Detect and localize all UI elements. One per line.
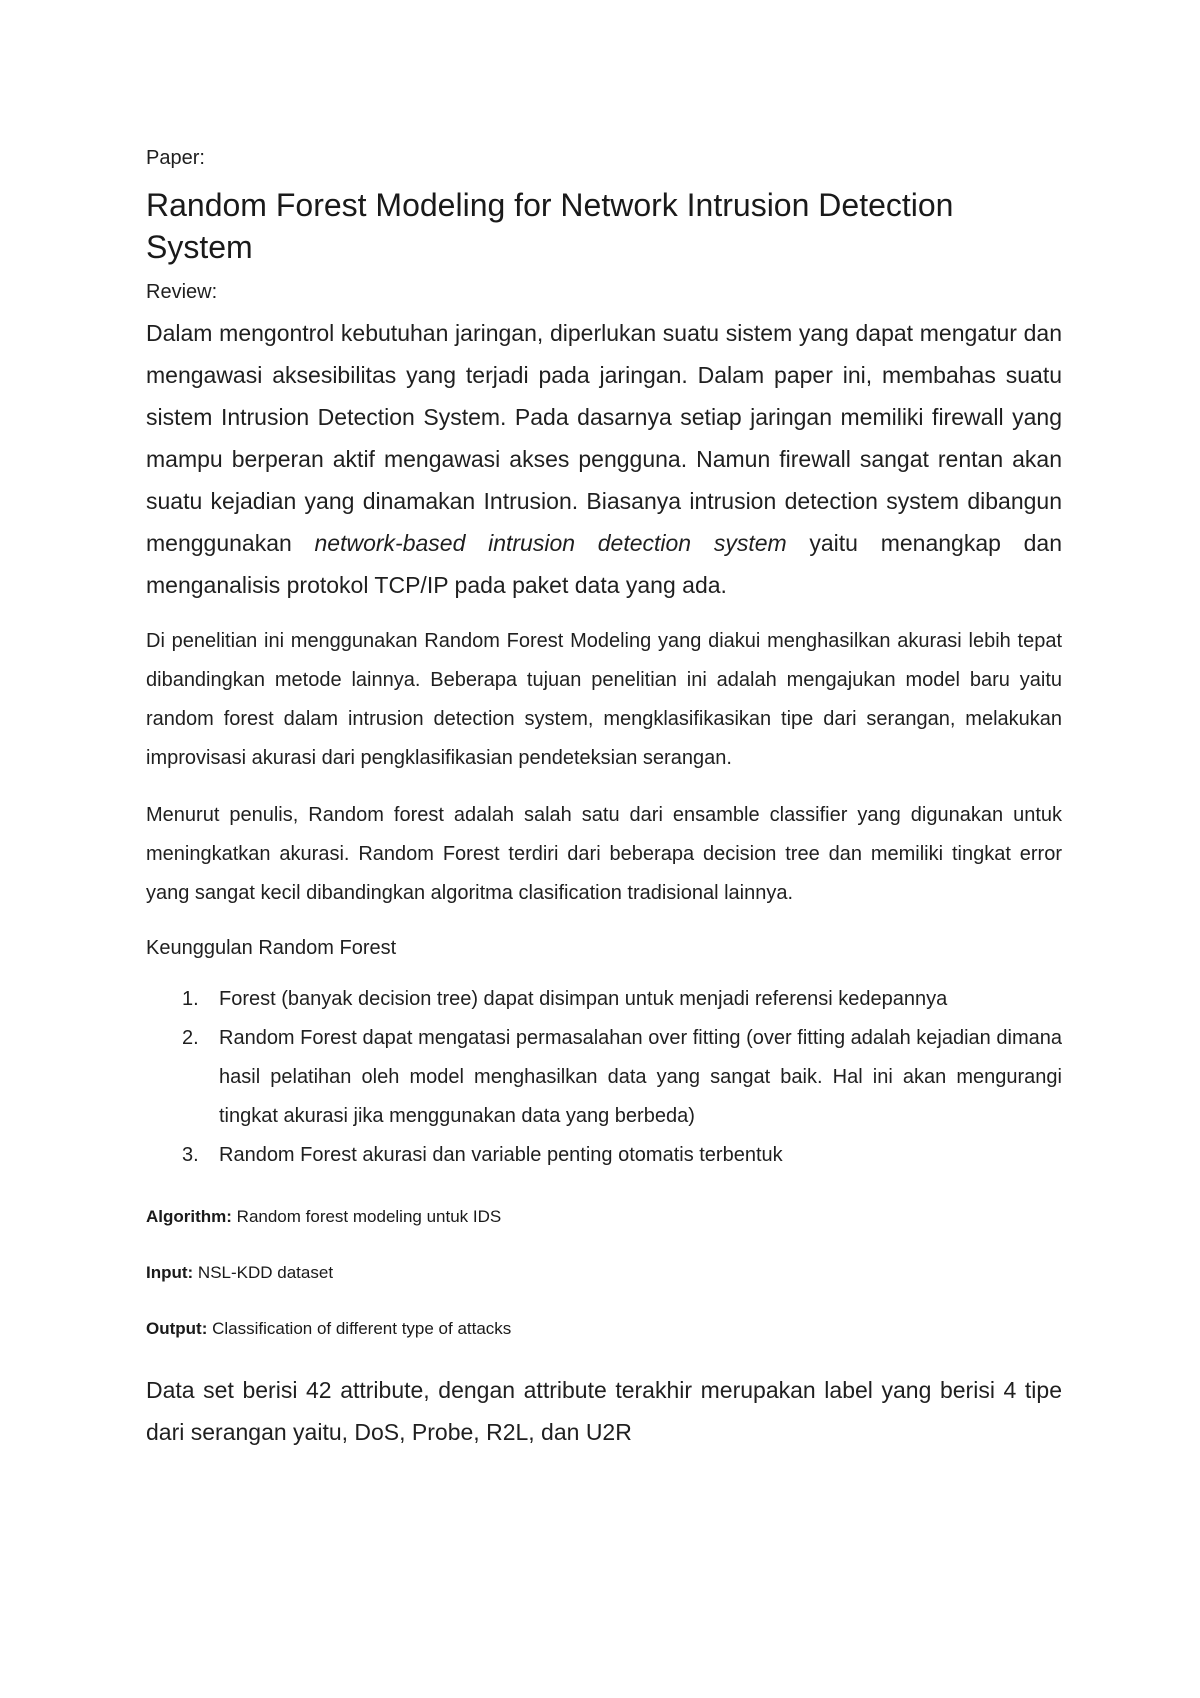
paper-label: Paper: [146, 147, 205, 169]
input-value: NSL-KDD dataset [193, 1263, 334, 1282]
advantages-list [146, 980, 1062, 1175]
output-value: Classification of different type of attacks [207, 1319, 512, 1338]
list-item [146, 1136, 1062, 1175]
para1-italic-term: network-based intrusion detection system [314, 530, 787, 556]
algorithm-line [146, 1205, 1062, 1229]
closing-paragraph: Data set berisi 42 attribute, dengan attribute terakhir merupakan label yang berisi 4 tipe dari serangan yaitu, DoS, Probe, R2L, dan U2R [146, 1377, 1062, 1445]
output-line [146, 1317, 1062, 1341]
list-number: 3. [182, 1144, 199, 1166]
list-item-text: Random Forest akurasi dan variable penting otomatis terbentuk [219, 1144, 783, 1166]
review-paragraph-1 [146, 312, 1062, 606]
input-label: Input: [146, 1263, 194, 1282]
list-number: 2. [182, 1027, 199, 1049]
list-item [146, 980, 1062, 1019]
document-page [146, 138, 1062, 1453]
list-item [146, 1019, 1062, 1136]
output-label: Output: [146, 1319, 208, 1338]
review-label: Review: [146, 281, 218, 303]
review-paragraph-3: Menurut penulis, Random forest adalah salah satu dari ensamble classifier yang digunakan untuk meningkatkan akurasi. Random Forest terdiri dari beberapa decision tree dan memiliki tingkat error yang sangat kecil dibandingkan algoritma clasification tradisional lainnya. [146, 804, 1062, 904]
list-number: 1. [182, 988, 199, 1010]
algorithm-value: Random forest modeling untuk IDS [231, 1207, 502, 1226]
list-item-text: Forest (banyak decision tree) dapat disimpan untuk menjadi referensi kedepannya [219, 988, 948, 1010]
list-item-text: Random Forest dapat mengatasi permasalahan over fitting (over fitting adalah kejadian dimana hasil pelatihan oleh model menghasilkan data yang sangat baik. Hal ini akan mengurangi tingkat akurasi jika menggunakan data yang berbeda) [219, 1027, 1062, 1127]
input-line [146, 1261, 1062, 1285]
paper-title: Random Forest Modeling for Network Intrusion Detection System [146, 187, 954, 265]
review-paragraph-2: Di penelitian ini menggunakan Random Forest Modeling yang diakui menghasilkan akurasi lebih tepat dibandingkan metode lainnya. Beberapa tujuan penelitian ini adalah mengajukan model baru yaitu random forest dalam intrusion detection system, mengklasifikasikan tipe dari serangan, melakukan improvisasi akurasi dari pengklasifikasian pendeteksian serangan. [146, 630, 1062, 769]
algorithm-label: Algorithm: [146, 1207, 232, 1226]
para1-text-end: yaitu menangkap dan menganalisis protokol TCP/IP pada paket data yang ada. [146, 530, 1062, 598]
advantages-heading: Keunggulan Random Forest [146, 937, 397, 959]
para1-text: Dalam mengontrol kebutuhan jaringan, diperlukan suatu sistem yang dapat mengatur dan mengawasi aksesibilitas yang terjadi pada jaringan. Dalam paper ini, membahas suatu sistem Intrusion Detection System. Pada dasarnya setiap jaringan memiliki firewall yang mampu berperan aktif mengawasi akses pengguna. Namun firewall sangat rentan akan suatu kejadian yang dinamakan Intrusion. Biasanya intrusion detection system dibangun menggunakan [146, 320, 1062, 556]
